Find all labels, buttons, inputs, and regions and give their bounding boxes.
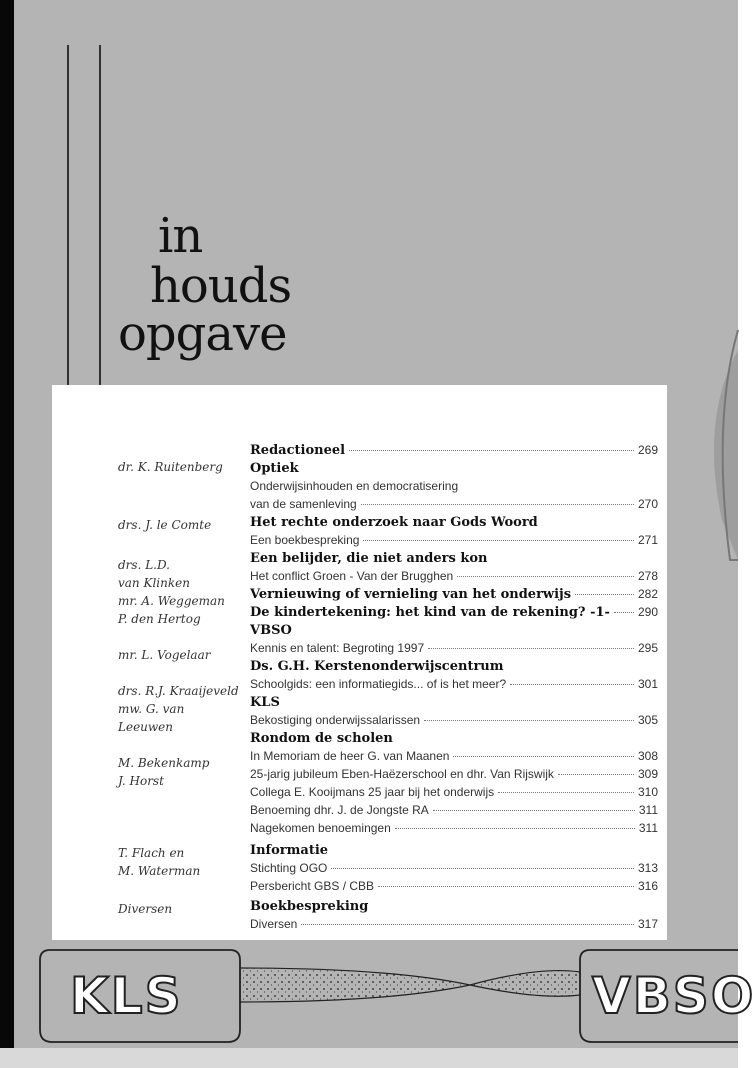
toc-page-number: 311 xyxy=(638,803,658,817)
dot-leader xyxy=(614,612,634,613)
author-name: J. Horst xyxy=(118,774,164,788)
toc-entry-title: Een belijder, die niet anders kon xyxy=(250,551,488,566)
toc-section-heading xyxy=(250,695,658,713)
toc-entry-title: Boekbespreking xyxy=(250,899,369,914)
dot-leader xyxy=(363,540,634,541)
dot-leader xyxy=(558,774,634,775)
toc-entry-title: VBSO xyxy=(250,623,292,638)
toc-entry-title: Collega E. Kooijmans 25 jaar bij het onderwijs xyxy=(250,785,495,799)
toc-entry-title: Een boekbespreking xyxy=(250,533,360,547)
toc-entry-title: Het rechte onderzoek naar Gods Woord xyxy=(250,515,538,530)
author-name: drs. L.D. xyxy=(118,558,170,572)
author-name: van Klinken xyxy=(118,576,190,590)
dot-leader xyxy=(361,504,634,505)
toc-entry-title: Schoolgids: een informatiegids... of is het meer? xyxy=(250,677,507,691)
toc-entry-title: Het conflict Groen - Van der Brugghen xyxy=(250,569,454,583)
scan-edge-bottom xyxy=(0,1048,738,1068)
toc-entry-title: Persbericht GBS / CBB xyxy=(250,879,375,893)
toc-section-heading xyxy=(250,899,658,917)
title-line-1: in xyxy=(158,208,203,264)
toc-entry xyxy=(250,785,658,803)
toc-entry xyxy=(250,861,658,879)
author-name: mw. G. van xyxy=(118,702,185,716)
toc-entry-title: Onderwijsinhouden en democratisering xyxy=(250,479,459,493)
dot-leader xyxy=(301,924,634,925)
toc-page-number: 311 xyxy=(638,821,658,835)
toc-entry xyxy=(250,821,658,839)
toc-entry xyxy=(250,533,658,551)
toc-page-number: 317 xyxy=(637,917,658,931)
toc-entry xyxy=(250,677,658,695)
toc-entry xyxy=(250,587,658,605)
toc-entry xyxy=(250,443,658,461)
toc-entry-title: Kennis en talent: Begroting 1997 xyxy=(250,641,425,655)
kls-logo: KLS xyxy=(70,967,183,1025)
dot-leader xyxy=(349,450,634,451)
toc-section-heading xyxy=(250,461,658,479)
toc-entry xyxy=(250,713,658,731)
toc-entry xyxy=(250,497,658,515)
author-name: T. Flach en xyxy=(118,846,185,860)
toc-page-number: 305 xyxy=(637,713,658,727)
toc-entry-title: Rondom de scholen xyxy=(250,731,393,746)
author-name: mr. L. Vogelaar xyxy=(118,648,211,662)
dot-leader xyxy=(510,684,634,685)
vbso-logo: VBSO xyxy=(592,967,755,1025)
toc-section-heading xyxy=(250,731,658,749)
toc-entry xyxy=(250,917,658,935)
toc-entry-title: KLS xyxy=(250,695,280,710)
toc-entry xyxy=(250,605,658,623)
author-name: P. den Hertog xyxy=(118,612,201,626)
toc-page-number: 290 xyxy=(637,605,658,619)
toc-section-heading xyxy=(250,551,658,569)
toc-page-number: 309 xyxy=(637,767,658,781)
toc-entry-title: Informatie xyxy=(250,843,329,858)
toc-entry xyxy=(250,803,658,821)
dot-leader xyxy=(428,648,634,649)
author-name: M. Waterman xyxy=(118,864,201,878)
toc-entry-title: 25-jarig jubileum Eben-Haëzerschool en dhr. Van Rijswijk xyxy=(250,767,554,781)
toc-entry-title: Bekostiging onderwijssalarissen xyxy=(250,713,421,727)
dot-leader xyxy=(457,576,634,577)
title-line-2: houds xyxy=(150,258,292,314)
toc-entry-title: Benoeming dhr. J. de Jongste RA xyxy=(250,803,429,817)
toc-entry xyxy=(250,879,658,897)
toc-entry xyxy=(250,569,658,587)
toc-entry-title: Nagekomen benoemingen xyxy=(250,821,391,835)
toc-entry-title: Vernieuwing of vernieling van het onderwijs xyxy=(250,587,572,602)
toc-entry-title: De kindertekening: het kind van de rekening? -1- xyxy=(250,605,610,620)
toc-entry xyxy=(250,641,658,659)
toc-entry-title: Stichting OGO xyxy=(250,861,328,875)
toc-entry-title: Ds. G.H. Kerstenonderwijscentrum xyxy=(250,659,504,674)
toc-entry-title: Optiek xyxy=(250,461,299,476)
toc-page-number: 270 xyxy=(637,497,658,511)
toc-page-number: 313 xyxy=(637,861,658,875)
toc-page-number: 316 xyxy=(637,879,658,893)
toc-entry-title: Redactioneel xyxy=(250,443,346,458)
author-name: drs. R.J. Kraaijeveld xyxy=(118,684,239,698)
dot-leader xyxy=(331,868,634,869)
title-line-3: opgave xyxy=(118,306,287,362)
toc-page-number: 278 xyxy=(637,569,658,583)
dot-leader xyxy=(395,828,635,829)
author-name: Leeuwen xyxy=(118,720,174,734)
dot-leader xyxy=(498,792,634,793)
toc-section-heading xyxy=(250,515,658,533)
toc-page-number: 308 xyxy=(637,749,658,763)
toc-page-number: 301 xyxy=(637,677,658,691)
toc-page-number: 269 xyxy=(637,443,658,457)
toc-page-number: 310 xyxy=(637,785,658,799)
toc-entry xyxy=(250,749,658,767)
author-name: mr. A. Weggeman xyxy=(118,594,225,608)
dot-leader xyxy=(433,810,635,811)
toc-section-heading xyxy=(250,659,658,677)
toc-entry-title: van de samenleving xyxy=(250,497,357,511)
toc-page-number: 271 xyxy=(637,533,658,547)
dot-leader xyxy=(424,720,634,721)
toc-section-heading xyxy=(250,843,658,861)
author-name: M. Bekenkamp xyxy=(118,756,210,770)
toc-page-number: 295 xyxy=(637,641,658,655)
toc-entry-title: Diversen xyxy=(250,917,298,931)
toc-section-heading xyxy=(250,623,658,641)
author-name: Diversen xyxy=(118,902,173,916)
toc-entry xyxy=(250,479,658,497)
dot-leader xyxy=(575,594,634,595)
dot-leader xyxy=(378,886,634,887)
toc-page-number: 282 xyxy=(637,587,658,601)
toc-entry xyxy=(250,767,658,785)
dot-leader xyxy=(453,756,634,757)
author-name: drs. J. le Comte xyxy=(118,518,212,532)
author-name: dr. K. Ruitenberg xyxy=(118,460,223,474)
toc-entry-title: In Memoriam de heer G. van Maanen xyxy=(250,749,450,763)
